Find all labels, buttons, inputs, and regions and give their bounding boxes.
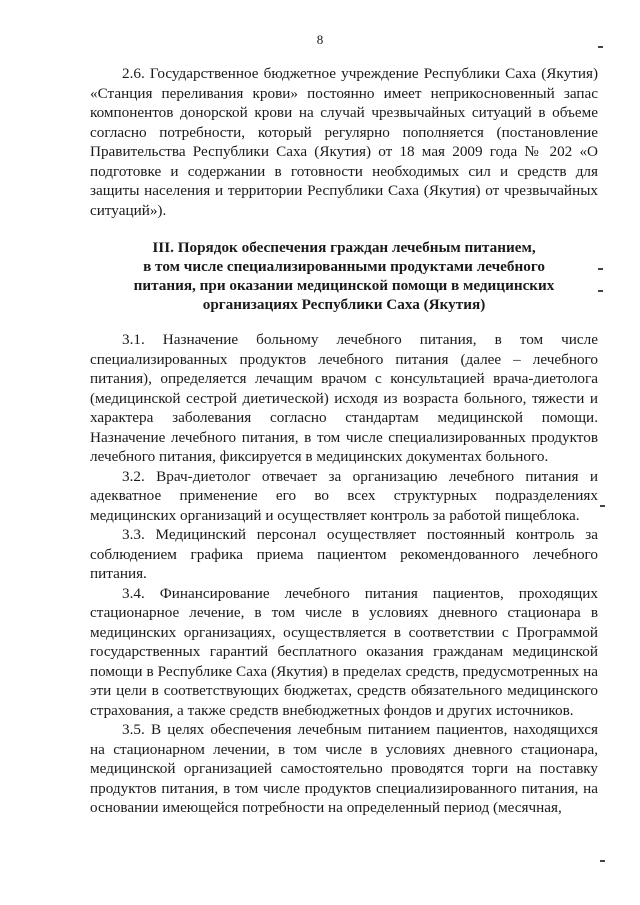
scan-speck (600, 505, 605, 507)
scan-speck (598, 290, 603, 292)
paragraph-3-4: 3.4. Финансирование лечебного питания пациентов, проходящих стационарное лечение, в том числе в условиях дневного стационара в медицинских организациях, осуществляется в соответствии с Программой государственных гарантий бесплатного оказания гражданам медицинской помощи в Республике Саха (Якутия) в пределах средств, предусмотренных на эти цели в соответствующих бюджетах, средств обязательного медицинского страхования, а также средств внебюджетных фондов и других источников. (90, 584, 598, 719)
scan-speck (598, 268, 603, 270)
paragraph-3-1: 3.1. Назначение больному лечебного питания, в том числе специализированных продуктов лечебного питания (далее – лечебного питания), определяется лечащим врачом с консультацией врача-диетолога (медицинской сестрой диетической) исходя из возраста больного, тяжести и характера заболевания согласно стандартам медицинской помощи. Назначение лечебного питания, в том числе специализированных продуктов лечебного питания, фиксируется в медицинских документах больного. (90, 331, 598, 465)
section-heading-line-2: в том числе специализированными продуктами лечебного (143, 258, 545, 275)
section-heading-line-4: организациях Республики Саха (Якутия) (202, 296, 486, 313)
scan-speck (598, 46, 603, 48)
scan-speck (600, 860, 605, 862)
document-body (90, 64, 598, 818)
paragraph-3-2: 3.2. Врач-диетолог отвечает за организацию лечебного питания и адекватное применение его во всех структурных подразделениях медицинских организаций и осуществляет контроль за работой пищеблока. (90, 467, 598, 524)
paragraph-2-6: 2.6. Государственное бюджетное учреждение Республики Саха (Якутия) «Станция переливания крови» постоянно имеет неприкосновенный запас компонентов донорской крови на случай чрезвычайных ситуаций в объеме согласно потребности, который регулярно пополняется (постановление Правительства Республики Саха (Якутия) от 18 мая 2009 года № 202 «О подготовке и содержании в готовности необходимых сил и средств для защиты населения и территории Республики Саха (Якутия) от чрезвычайных ситуаций»). (90, 65, 598, 219)
section-heading-line-1: III. Порядок обеспечения граждан лечебным питанием, (152, 239, 536, 256)
paragraph-3-5: 3.5. В целях обеспечения лечебным питанием пациентов, находящихся на стационарном лечении, в том числе в условиях дневного стационара, медицинской организацией самостоятельно проводятся торги на поставку продуктов питания, в том числе продуктов специализированного питания, на основании имеющейся потребности на определенный период (месячная, (90, 721, 598, 816)
section-heading-line-3: питания, при оказании медицинской помощи в медицинских (133, 277, 555, 294)
section-heading (90, 238, 598, 314)
page-number: 8 (316, 32, 324, 47)
paragraph-3-3: 3.3. Медицинский персонал осуществляет постоянный контроль за соблюдением графика приема пациентом рекомендованного лечебного питания. (90, 526, 598, 582)
